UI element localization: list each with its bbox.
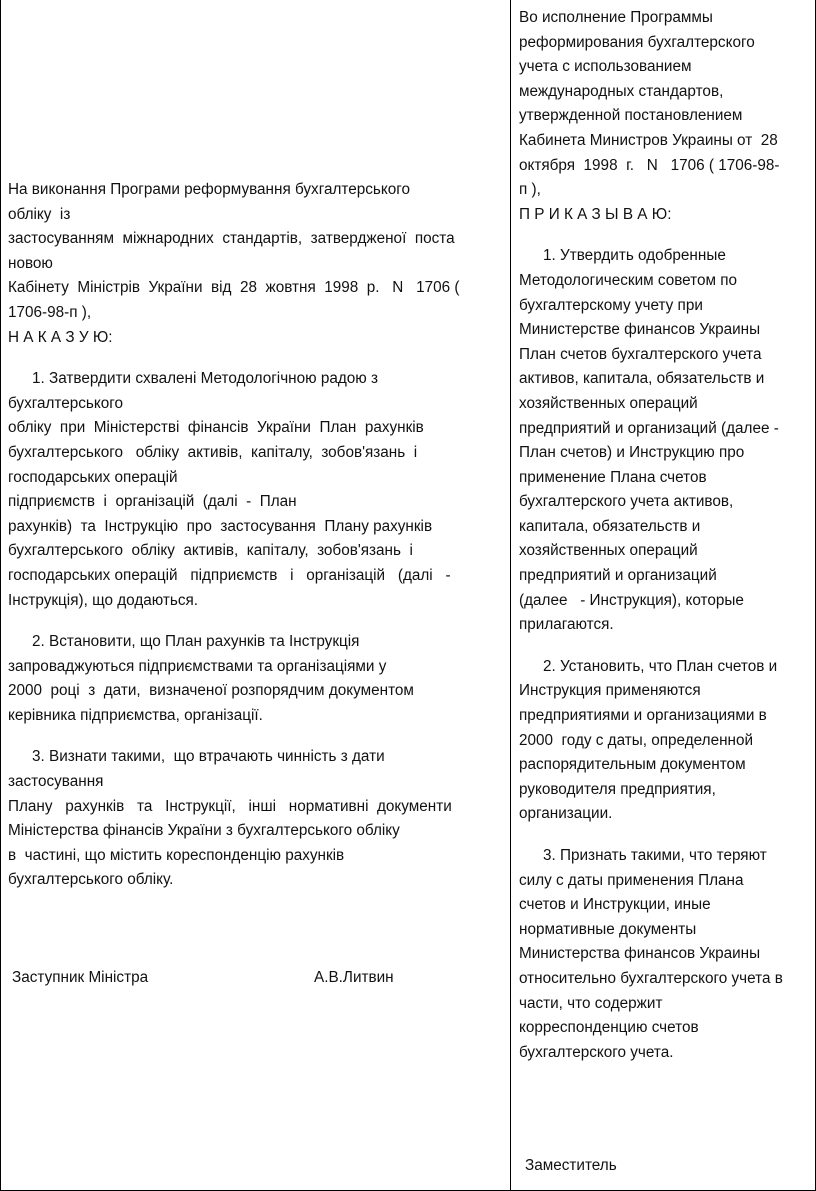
text-line: підприємств і організацій (далі - План — [8, 493, 297, 511]
russian-column — [519, 6, 809, 1065]
text-line: (далее - Инструкция), которые — [519, 591, 744, 609]
text-line: бухгалтерського обліку активів, капіталу, зобов'язань і — [8, 542, 413, 560]
text-line: застосування — [8, 773, 104, 791]
text-line: План счетов) и Инструкцию про — [519, 444, 745, 462]
text-line: Міністерства фінансів України з бухгалтерського обліку — [8, 822, 400, 840]
text-line: организации. — [519, 805, 613, 823]
text-line: На виконання Програми реформування бухгалтерського — [8, 181, 410, 198]
signature-title: Заступник Міністра — [12, 969, 149, 986]
text-line: бухгалтерського обліку. — [8, 871, 174, 889]
text-line: 1. Затвердити схвалені Методологічною радою з — [32, 370, 379, 388]
text-line: в частині, що містить кореспонденцію рахунків — [8, 846, 345, 864]
text-line: предприятий и организаций — [519, 567, 717, 585]
text-line: прилагаются. — [519, 616, 614, 634]
text-line: учета с использованием — [519, 58, 692, 76]
text-line: обліку із — [8, 205, 71, 223]
text-line: Министерстве финансов Украины — [519, 321, 761, 339]
text-line: Методологическим советом по — [519, 271, 738, 289]
russian-item-3 — [519, 844, 809, 1065]
text-line: застосуванням міжнародних стандартів, затвердженої поста — [8, 230, 455, 248]
text-line: силу с даты применения Плана — [519, 871, 744, 889]
text-line: бухгалтерского учета активов, — [519, 493, 734, 511]
text-line: предприятий и организаций (далее - — [519, 419, 779, 437]
text-line: Министерства финансов Украины — [519, 945, 761, 963]
text-line: 1. Утвердить одобренные — [543, 247, 726, 265]
text-line: п ), — [519, 181, 541, 199]
text-line: 3. Признать такими, что теряют — [543, 847, 767, 864]
text-line: капитала, обязательств и — [519, 517, 701, 535]
text-line: хозяйственных операций — [519, 394, 698, 412]
signature-title-ru: Заместитель — [525, 1157, 617, 1174]
text-line: предприятиями и организациями в — [519, 707, 767, 725]
text-line: реформирования бухгалтерского — [519, 33, 755, 51]
text-line: бухгалтерскому учету при — [519, 296, 703, 314]
text-line: Кабинета Министров Украины от 28 — [519, 131, 778, 149]
text-line: Інструкція), що додаються. — [8, 591, 199, 609]
text-line: счетов и Инструкции, иные — [519, 896, 711, 914]
text-line: рахунків) та Інструкцію про застосування Плану рахунків — [8, 517, 433, 535]
text-line: 2. Встановити, що План рахунків та Інструкція — [32, 633, 360, 651]
text-line: керівника підприємства, організації. — [8, 706, 263, 724]
text-line: 3. Визнати такими, що втрачають чинність з дати — [32, 748, 385, 766]
text-line: относительно бухгалтерского учета в — [519, 969, 783, 987]
text-line: запроваджуються підприємствами та організаціями у — [8, 657, 387, 675]
text-line: утвержденной постановлением — [519, 107, 743, 125]
ukrainian-column — [8, 178, 498, 893]
order-heading: П Р И К А З Ы В А Ю: — [519, 205, 672, 223]
text-line: господарських операцій підприємств і організацій (далі - — [8, 566, 451, 584]
text-line: Плану рахунків та Інструкції, інші нормативні документи — [8, 797, 452, 815]
ukrainian-intro — [8, 178, 498, 350]
text-line: бухгалтерского учета. — [519, 1043, 674, 1061]
text-line: 2. Установить, что План счетов и — [543, 657, 778, 675]
text-line: бухгалтерського — [8, 394, 123, 412]
column-divider — [510, 0, 511, 1191]
text-line: 2000 году с даты, определенной — [519, 731, 754, 749]
russian-item-1 — [519, 244, 809, 638]
text-line: новою — [8, 254, 53, 272]
text-line: руководителя предприятия, — [519, 780, 716, 798]
text-line: 2000 році з дати, визначеної розпорядчим документом — [8, 682, 414, 700]
text-line: бухгалтерського обліку активів, капіталу, зобов'язань і — [8, 443, 418, 461]
text-line: международных стандартов, — [519, 82, 724, 100]
text-line: Кабінету Міністрів України від 28 жовтня 1998 р. N 1706 ( — [8, 279, 460, 297]
text-line: Инструкция применяются — [519, 682, 701, 700]
text-line: нормативные документы — [519, 920, 697, 938]
ukrainian-item-3 — [8, 745, 498, 893]
order-heading: Н А К А З У Ю: — [8, 328, 113, 346]
ukrainian-item-2 — [8, 630, 498, 728]
text-line: распорядительным документом — [519, 756, 746, 774]
text-line: корреспонденцию счетов — [519, 1019, 699, 1037]
text-line: активов, капитала, обязательств и — [519, 370, 765, 388]
text-line: Во исполнение Программы — [519, 9, 713, 26]
text-line: План счетов бухгалтерского учета — [519, 345, 762, 363]
text-line: применение Плана счетов — [519, 468, 707, 486]
signature-name: А.В.Литвин — [314, 969, 394, 986]
russian-intro — [519, 6, 809, 227]
text-line: октября 1998 г. N 1706 ( 1706-98- — [519, 156, 780, 174]
table-left-border — [0, 0, 1, 1191]
russian-item-2 — [519, 655, 809, 827]
text-line: обліку при Міністерстві фінансів України План рахунків — [8, 419, 424, 437]
ukrainian-item-1 — [8, 367, 498, 613]
text-line: 1706-98-п ), — [8, 303, 92, 321]
text-line: хозяйственных операций — [519, 542, 698, 560]
text-line: господарських операцій — [8, 468, 178, 486]
text-line: части, что содержит — [519, 994, 663, 1012]
